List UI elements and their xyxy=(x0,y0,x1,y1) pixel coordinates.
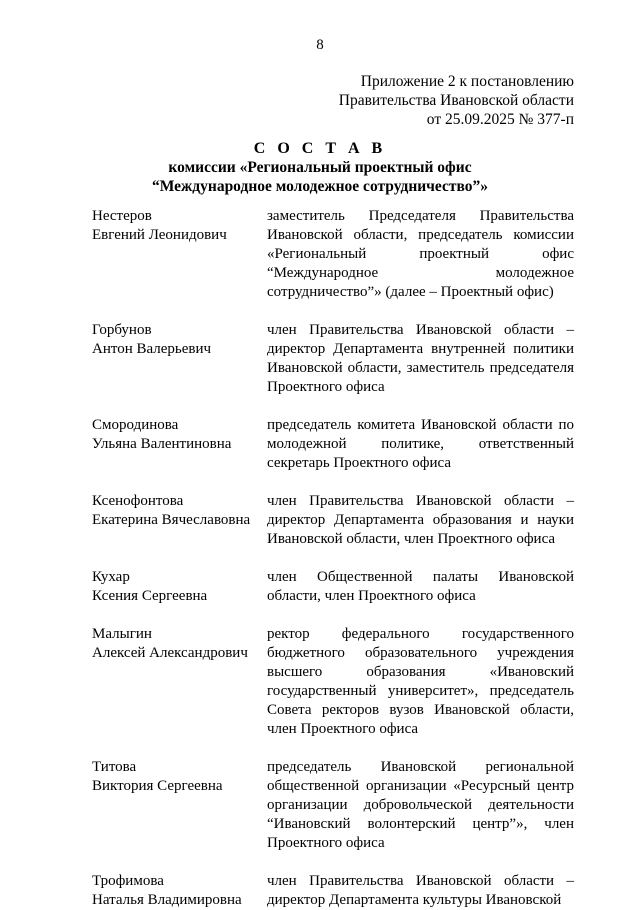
member-given-names: Ульяна Валентиновна xyxy=(92,436,232,452)
member-surname: Титова xyxy=(92,759,137,775)
member-name xyxy=(92,568,267,606)
member-name xyxy=(92,625,267,739)
document-heading xyxy=(0,139,640,196)
member-role: заместитель Председателя Правительства Ивановской области, председатель комиссии «Региональный проектный офис “Международное молодежное сотрудничество”» (далее – Проектный офис) xyxy=(267,208,574,300)
member-entry xyxy=(92,625,574,739)
member-surname: Горбунов xyxy=(92,322,152,338)
member-surname: Ксенофонтова xyxy=(92,493,184,509)
member-given-names: Евгений Леонидович xyxy=(92,227,227,243)
member-surname: Смородинова xyxy=(92,417,179,433)
member-given-names: Алексей Александрович xyxy=(92,645,248,661)
heading-subtitle: “Международное молодежное сотрудничество”» xyxy=(152,178,488,195)
member-name xyxy=(92,872,267,910)
member-given-names: Антон Валерьевич xyxy=(92,341,212,357)
member-role: член Правительства Ивановской области – директор Департамента внутренней политики Ивановской области, заместитель председателя Проектного офиса xyxy=(267,322,574,395)
member-entry xyxy=(92,321,574,397)
appendix-line: Приложение 2 к постановлению xyxy=(360,73,574,90)
member-name xyxy=(92,758,267,853)
member-role: член Правительства Ивановской области – директор Департамента культуры Ивановской xyxy=(267,873,574,908)
member-surname: Малыгин xyxy=(92,626,152,642)
appendix-line: от 25.09.2025 № 377-п xyxy=(426,111,574,128)
member-name xyxy=(92,321,267,397)
appendix-line: Правительства Ивановской области xyxy=(338,92,574,109)
member-role: председатель Ивановской региональной общественной организации «Ресурсный центр организации добровольческой деятельности “Ивановский волонтерский центр”», член Проектного офиса xyxy=(267,759,574,851)
member-name xyxy=(92,207,267,302)
member-entry xyxy=(92,568,574,606)
members-list xyxy=(92,207,574,910)
heading-title: С О С Т А В xyxy=(253,140,387,157)
member-surname: Трофимова xyxy=(92,873,164,889)
member-role: председатель комитета Ивановской области по молодежной политике, ответственный секретарь Проектного офиса xyxy=(267,417,574,471)
member-entry xyxy=(92,416,574,473)
member-given-names: Екатерина Вячеславовна xyxy=(92,512,251,528)
member-entry xyxy=(92,872,574,910)
member-given-names: Виктория Сергеевна xyxy=(92,778,223,794)
member-name xyxy=(92,492,267,549)
member-entry xyxy=(92,492,574,549)
member-entry xyxy=(92,758,574,853)
member-name xyxy=(92,416,267,473)
member-entry xyxy=(92,207,574,302)
member-role: ректор федерального государственного бюджетного образовательного учреждения высшего образования «Ивановский государственный университет», председатель Совета ректоров вузов Ивановской области, член Проектного офиса xyxy=(267,626,574,737)
heading-subtitle: комиссии «Региональный проектный офис xyxy=(168,159,472,176)
member-given-names: Наталья Владимировна xyxy=(92,892,242,908)
member-given-names: Ксения Сергеевна xyxy=(92,588,208,604)
page-number: 8 xyxy=(316,37,324,53)
member-surname: Кухар xyxy=(92,569,130,585)
appendix-reference xyxy=(339,72,574,129)
member-surname: Нестеров xyxy=(92,208,152,224)
member-role: член Правительства Ивановской области – директор Департамента образования и науки Ивановской области, член Проектного офиса xyxy=(267,493,574,547)
member-role: член Общественной палаты Ивановской области, член Проектного офиса xyxy=(267,569,574,604)
